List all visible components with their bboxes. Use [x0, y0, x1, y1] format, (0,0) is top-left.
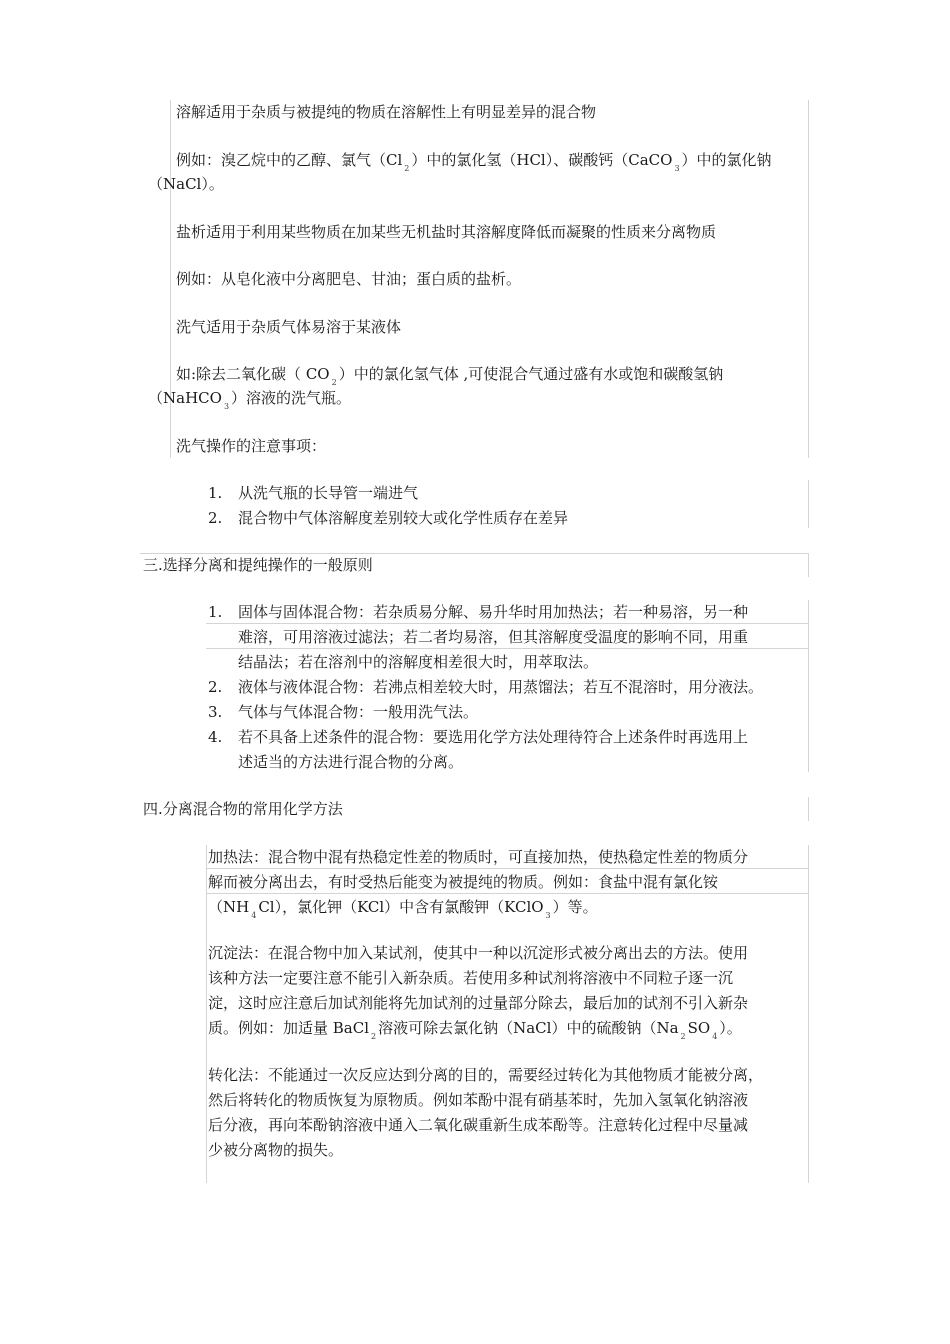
list-item-cont: 述适当的方法进行混合物的分离。 [238, 753, 464, 771]
list-item: 2. 液体与液体混合物：若沸点相差较大时，用蒸馏法；若互不混溶时，用分液法。 [208, 678, 764, 696]
list-number: 1. [208, 484, 223, 502]
section3-heading: 三.选择分离和提纯操作的一般原则 [143, 556, 373, 574]
dissolve-example-cont: （NaCl）。 [148, 175, 224, 193]
dissolve-title: 溶解适用于杂质与被提纯的物质在溶解性上有明显差异的混合物 [176, 103, 597, 121]
section4-heading: 四.分离混合物的常用化学方法 [143, 800, 343, 818]
heat-method-line: 加热法：混合物中混有热稳定性差的物质时，可直接加热，使热稳定性差的物质分 [208, 848, 749, 866]
conv-method-line: 少被分离物的损失。 [208, 1141, 344, 1159]
washing-title: 洗气适用于杂质气体易溶于某液体 [176, 318, 402, 336]
rule-right-section4 [808, 797, 809, 821]
heat-method-line: （NH $_4$ Cl），氯化钾（KCl）中含有氯酸钾（KClO $_3$ ）等。 [208, 898, 598, 920]
rule-right-top [808, 100, 809, 458]
rule-item1-a [206, 623, 808, 624]
list-item: 2. 混合物中气体溶解度差别较大或化学性质存在差异 [208, 509, 569, 527]
precip-method-line: 淀，这时应注意后加试剂能将先加试剂的过量部分除去，最后加的试剂不引入新杂 [208, 994, 749, 1012]
rule-right-list [808, 600, 809, 772]
conv-method-line: 后分液，再向苯酚钠溶液中通入二氧化碳重新生成苯酚等。注意转化过程中尽量减 [208, 1116, 749, 1134]
conv-method-line: 转化法：不能通过一次反应达到分离的目的，需要经过转化为其他物质才能被分离， [208, 1066, 764, 1084]
list-item-cont: 难溶，可用溶液过滤法；若二者均易溶，但其溶解度受温度的影响不同，用重 [238, 628, 749, 646]
list-item: 4. 若不具备上述条件的混合物：要选用化学方法处理待符合上述条件时再选用上 [208, 728, 749, 746]
list-item: 1. 从洗气瓶的长导管一端进气 [208, 484, 419, 502]
rule-right-notes [808, 480, 809, 528]
precip-method-line: 该种方法一定要注意不能引入新杂质。若使用多种试剂将溶液中不同粒子逐一沉 [208, 969, 734, 987]
dissolve-example: 例如：溴乙烷中的乙醇、氯气（Cl $_2$ ）中的氯化氢（HCl）、碳酸钙（CaCO $_3$ ）中的氯化钠 [176, 151, 772, 173]
rule-item1-b [206, 648, 808, 649]
conv-method-line: 然后将转化的物质恢复为原物质。例如苯酚中混有硝基苯时，先加入氢氧化钠溶液 [208, 1091, 749, 1109]
washing-notes-title: 洗气操作的注意事项： [176, 437, 327, 455]
rule-heat-a [206, 868, 808, 869]
washing-example-cont: （NaHCO $_3$ ）溶液的洗气瓶。 [148, 389, 352, 411]
rule-left-methods [206, 845, 207, 1183]
list-number: 2. [208, 509, 223, 527]
rule-heat-b [206, 893, 808, 894]
heat-method-line: 解而被分离出去，有时受热后能变为被提纯的物质。例如：食盐中混有氯化铵 [208, 873, 719, 891]
rule-right-section3 [808, 553, 809, 577]
salting-title: 盐析适用于利用某些物质在加某些无机盐时其溶解度降低而凝聚的性质来分离物质 [176, 223, 717, 241]
list-item: 1. 固体与固体混合物：若杂质易分解、易升华时用加热法；若一种易溶，另一种 [208, 603, 749, 621]
list-item-cont: 结晶法；若在溶剂中的溶解度相差很大时，用萃取法。 [238, 653, 599, 671]
precip-method-line: 沉淀法：在混合物中加入某试剂，使其中一种以沉淀形式被分离出去的方法。使用 [208, 944, 749, 962]
rule-right-methods [808, 845, 809, 1183]
salting-example: 例如：从皂化液中分离肥皂、甘油；蛋白质的盐析。 [176, 270, 522, 288]
precip-method-line: 质。例如：加适量 BaCl $_2$ 溶液可除去氯化钠（NaCl）中的硫酸钠（Na $_2$ SO $_4$ ）。 [208, 1019, 742, 1041]
washing-example: 如:除去二氧化碳（ CO $_2$ ）中的氯化氢气体 ,可使混合气通过盛有水或饱和碳酸氢钠 [176, 365, 724, 387]
list-item: 3. 气体与气体混合物：一般用洗气法。 [208, 703, 479, 721]
